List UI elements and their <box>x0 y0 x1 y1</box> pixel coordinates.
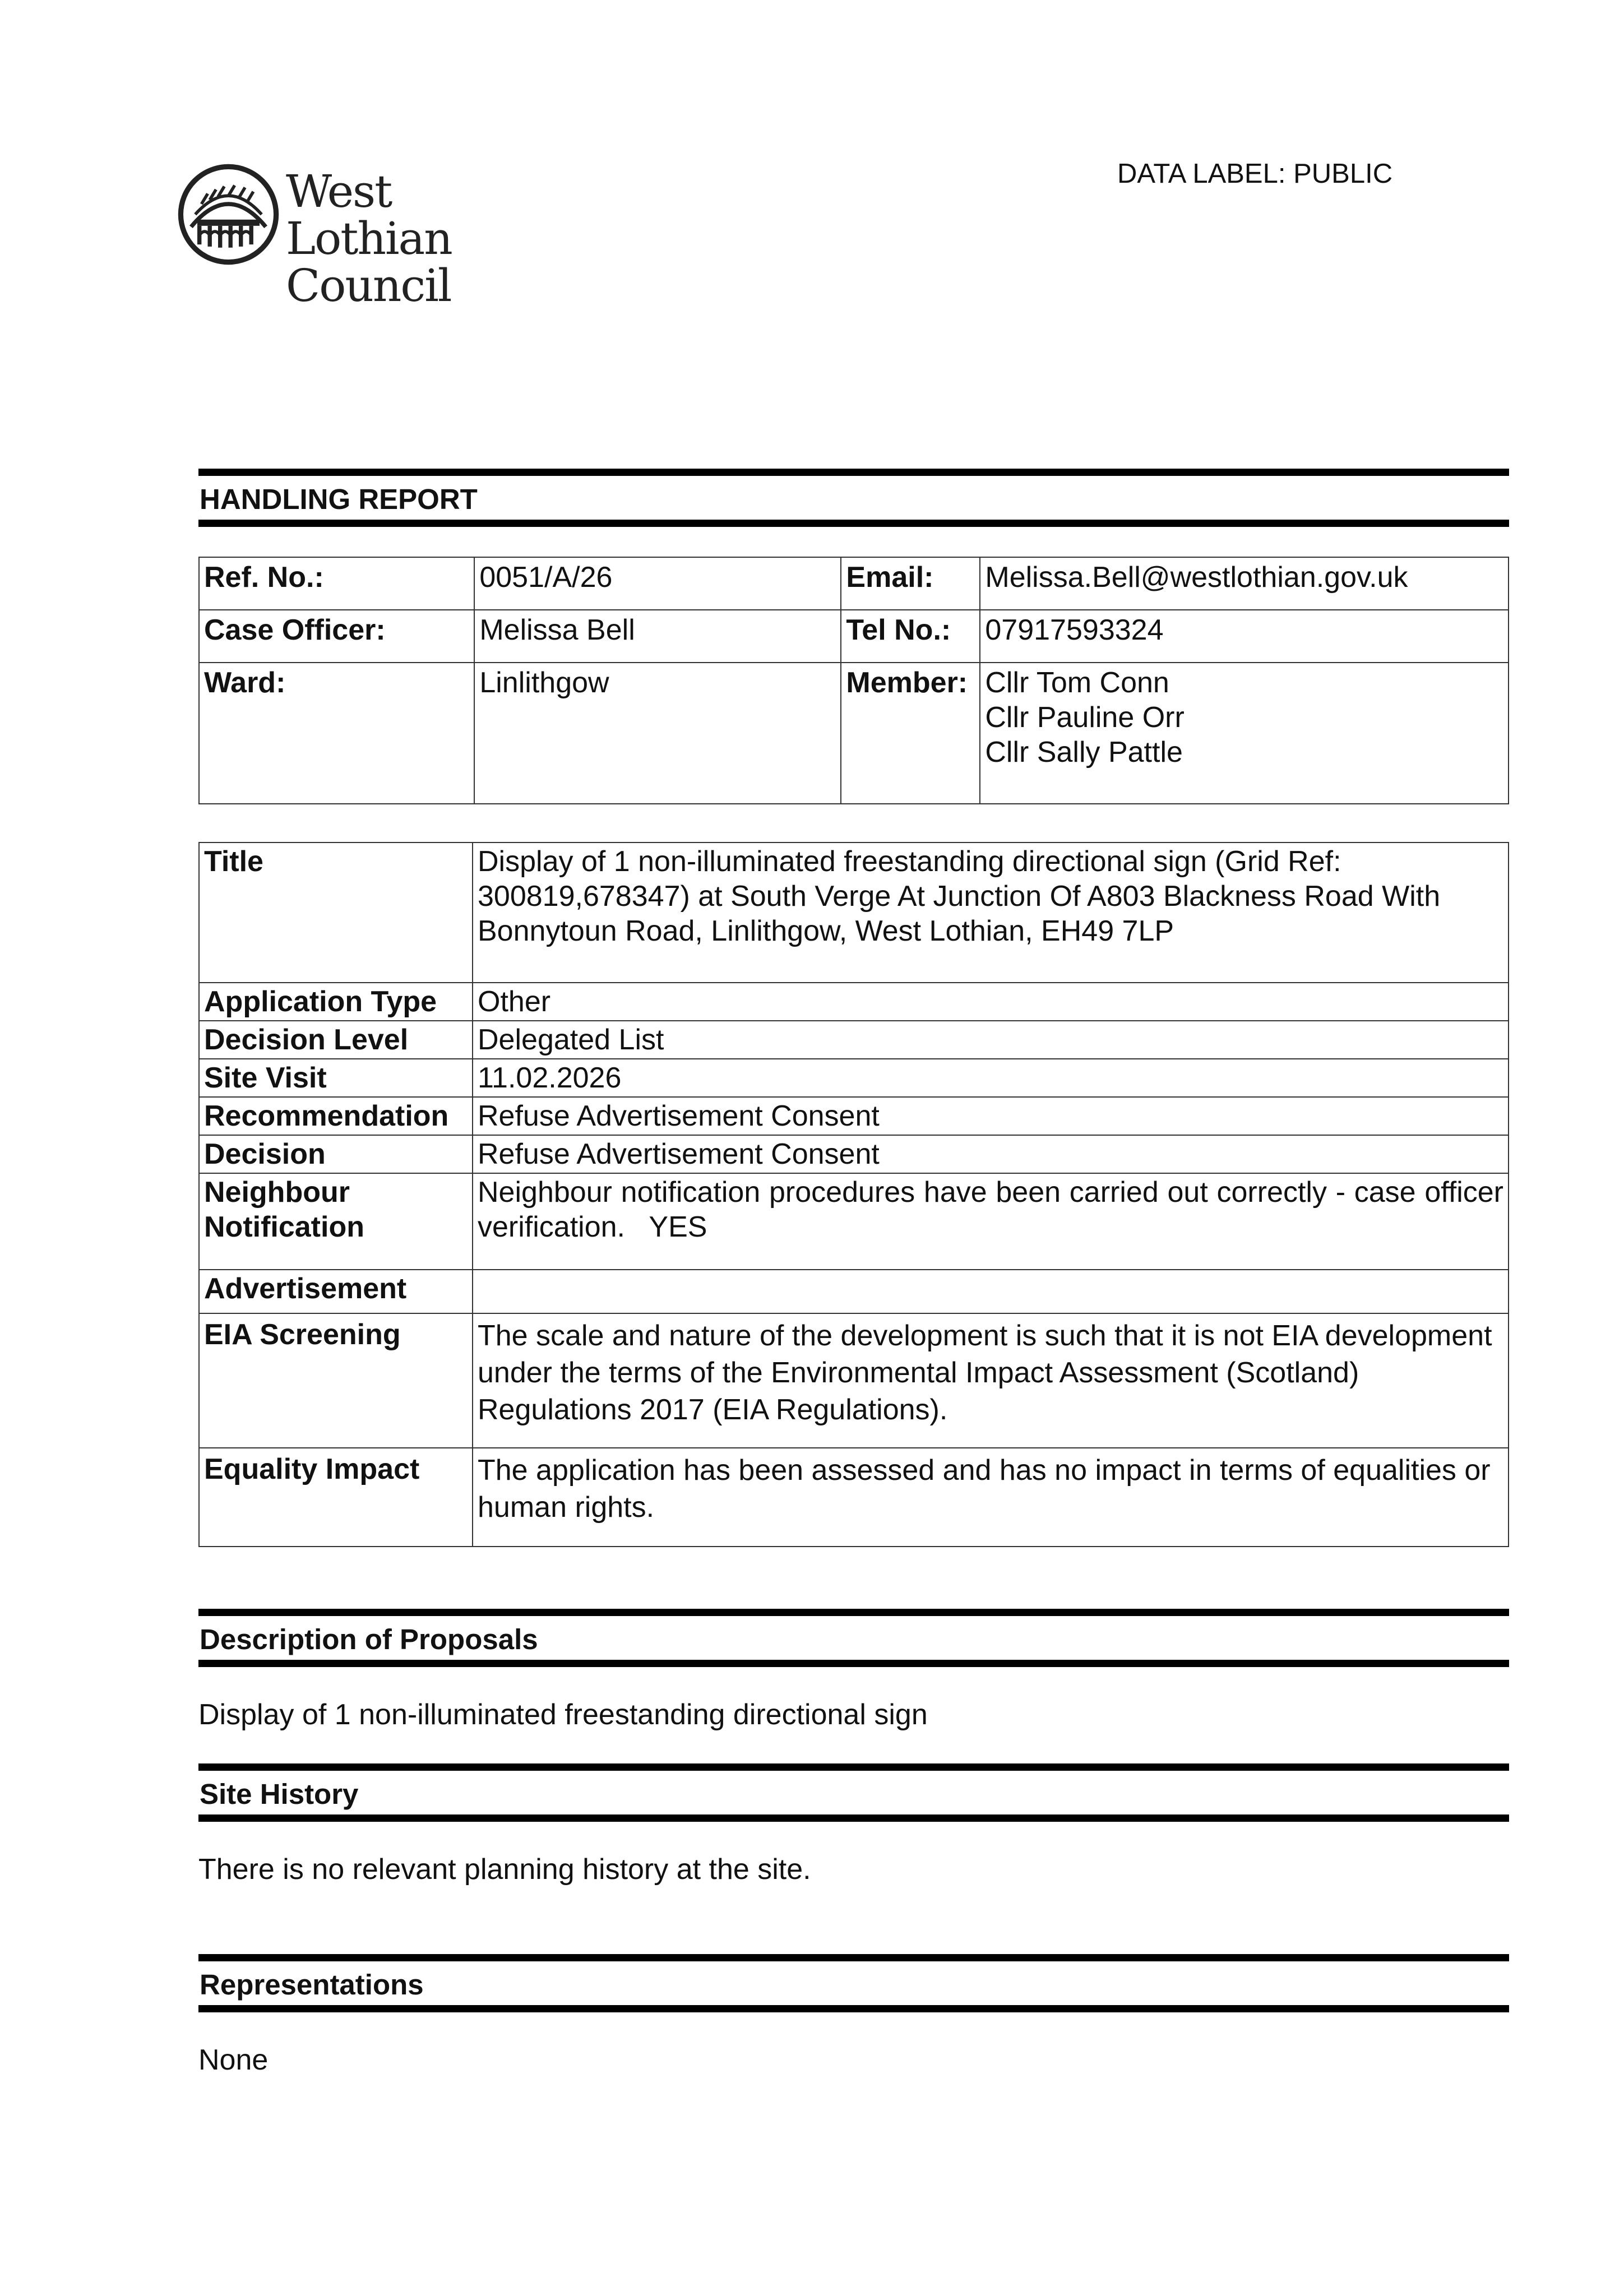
case-officer-label: Case Officer: <box>199 610 474 663</box>
contact-table <box>198 557 1509 804</box>
title-label: Title <box>199 843 473 983</box>
logo-line-2: Council <box>286 260 451 312</box>
equality-impact-value: The application has been assessed and has no impact in terms of equalities or human rights. <box>473 1448 1509 1547</box>
decision-level-label: Decision Level <box>199 1021 473 1059</box>
details-table <box>198 842 1512 1547</box>
table-row <box>199 1021 1509 1059</box>
logo-wordmark <box>286 165 558 312</box>
equality-impact-label: Equality Impact <box>199 1448 473 1547</box>
site-history-text: There is no relevant planning history at the site. <box>198 1853 811 1886</box>
neighbour-notification-value: Neighbour notification procedures have been carried out correctly - case officer verification. YES <box>473 1173 1509 1270</box>
advertisement-value <box>473 1270 1509 1313</box>
neighbour-label-line-1: Neighbour <box>204 1176 350 1209</box>
logo-line-1: West Lothian <box>286 165 452 265</box>
viaduct-emblem-icon <box>177 163 280 266</box>
council-logo <box>177 163 558 312</box>
ward-label: Ward: <box>199 663 474 804</box>
representations-section-header <box>198 1954 1509 2012</box>
tel-label: Tel No.: <box>841 610 980 663</box>
case-officer-value: Melissa Bell <box>474 610 841 663</box>
member-list <box>980 663 1509 804</box>
table-row <box>199 1313 1509 1448</box>
advertisement-label: Advertisement <box>199 1270 473 1313</box>
email-label: Email: <box>841 557 980 610</box>
title-value: Display of 1 non-illuminated freestanding directional sign (Grid Ref: 300819,678347) at South Verge At Junction Of A803 Blackness Road With Bonnytoun Road, Linlithgow, West Lothian, EH49 7LP <box>473 843 1509 983</box>
table-row <box>199 1270 1509 1313</box>
table-row <box>199 983 1509 1021</box>
member-label: Member: <box>841 663 980 804</box>
table-row <box>199 843 1509 983</box>
member-item: Cllr Sally Pattle <box>985 736 1183 769</box>
recommendation-label: Recommendation <box>199 1097 473 1135</box>
table-row <box>199 557 1509 610</box>
handling-report-header <box>198 469 1509 527</box>
application-type-label: Application Type <box>199 983 473 1021</box>
decision-level-value: Delegated List <box>473 1021 1509 1059</box>
site-history-heading: Site History <box>200 1778 359 1810</box>
description-section-header <box>198 1609 1509 1667</box>
table-row <box>199 1135 1509 1173</box>
representations-text: None <box>198 2044 269 2076</box>
table-row <box>199 1059 1509 1097</box>
table-row <box>199 1097 1509 1135</box>
eia-screening-value: The scale and nature of the development is such that it is not EIA development under the terms of the Environmental Impact Assessment (Scotland) Regulations 2017 (EIA Regulations). <box>473 1313 1509 1448</box>
member-item: Cllr Tom Conn <box>985 666 1169 699</box>
handling-report-heading: HANDLING REPORT <box>200 483 478 515</box>
application-type-value: Other <box>473 983 1509 1021</box>
decision-label: Decision <box>199 1135 473 1173</box>
description-heading: Description of Proposals <box>200 1623 538 1655</box>
site-visit-label: Site Visit <box>199 1059 473 1097</box>
table-row <box>199 1173 1509 1270</box>
email-value[interactable]: Melissa.Bell@westlothian.gov.uk <box>980 557 1509 610</box>
data-label: DATA LABEL: PUBLIC <box>1117 159 1393 189</box>
description-text: Display of 1 non-illuminated freestanding directional sign <box>198 1698 928 1731</box>
table-row <box>199 610 1509 663</box>
neighbour-label-line-2: Notification <box>204 1211 364 1243</box>
ward-value: Linlithgow <box>474 663 841 804</box>
eia-screening-label: EIA Screening <box>199 1313 473 1448</box>
table-row <box>199 663 1509 804</box>
neighbour-notification-label <box>199 1173 473 1270</box>
site-visit-value: 11.02.2026 <box>473 1059 1509 1097</box>
ref-value: 0051/A/26 <box>474 557 841 610</box>
recommendation-value: Refuse Advertisement Consent <box>473 1097 1509 1135</box>
decision-value: Refuse Advertisement Consent <box>473 1135 1509 1173</box>
ref-label: Ref. No.: <box>199 557 474 610</box>
table-row <box>199 1448 1509 1547</box>
representations-heading: Representations <box>200 1969 424 2001</box>
tel-value: 07917593324 <box>980 610 1509 663</box>
member-item: Cllr Pauline Orr <box>985 701 1185 734</box>
site-history-section-header <box>198 1763 1509 1822</box>
